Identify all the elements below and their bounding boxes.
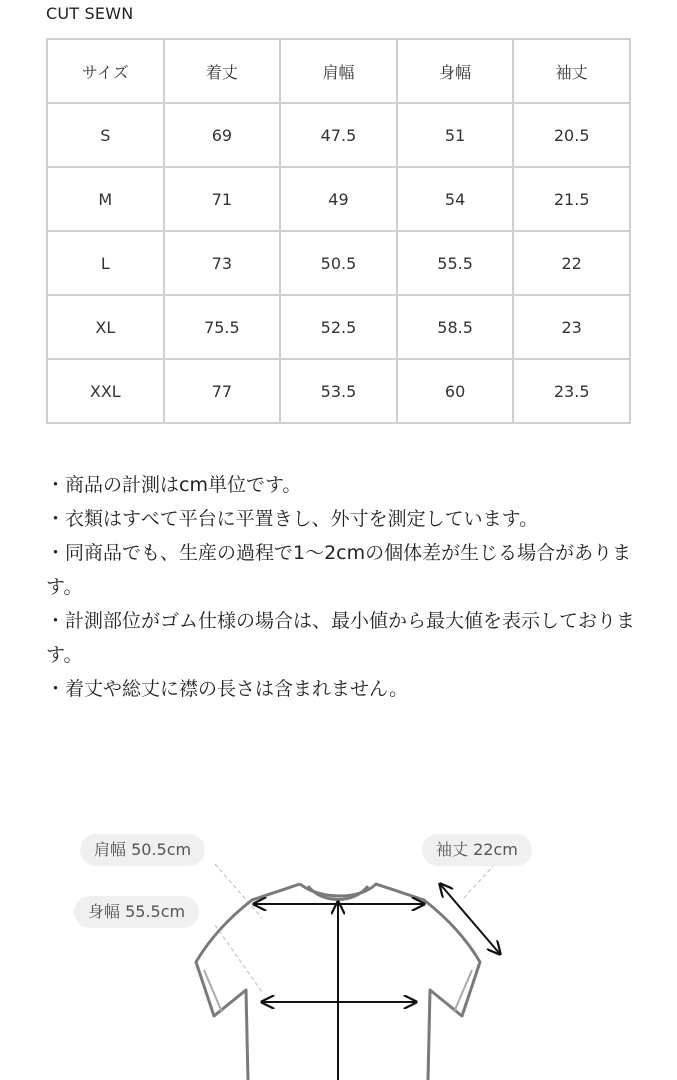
- table-cell: 51: [397, 103, 514, 167]
- note-item: ・衣類はすべて平台に平置きし、外寸を測定しています。: [46, 508, 539, 530]
- body-width-label: 身幅 55.5cm: [74, 896, 199, 928]
- table-cell: S: [47, 103, 164, 167]
- table-cell: 55.5: [397, 231, 514, 295]
- note-item: ・商品の計測はcm単位です。: [46, 474, 302, 496]
- table-cell: 77: [164, 359, 281, 423]
- table-cell: 75.5: [164, 295, 281, 359]
- table-cell: 47.5: [280, 103, 397, 167]
- note-item: ・同商品でも、生産の過程で1〜2cmの個体差が生じる場合があります。: [46, 542, 632, 598]
- table-cell: 73: [164, 231, 281, 295]
- table-cell: 49: [280, 167, 397, 231]
- table-row: [47, 231, 630, 295]
- table-cell: M: [47, 167, 164, 231]
- header-cell: 身幅: [397, 39, 514, 103]
- table-header-row: [47, 39, 630, 103]
- size-table: [46, 38, 631, 424]
- table-cell: 52.5: [280, 295, 397, 359]
- note-item: ・着丈や総丈に襟の長さは含まれません。: [46, 678, 409, 700]
- table-cell: XL: [47, 295, 164, 359]
- table-row: [47, 103, 630, 167]
- table-row: [47, 359, 630, 423]
- sleeve-leader-line: [462, 864, 495, 900]
- table-cell: 23: [513, 295, 630, 359]
- shoulder-width-label: 肩幅 50.5cm: [80, 834, 205, 866]
- table-cell: 50.5: [280, 231, 397, 295]
- header-cell: 着丈: [164, 39, 281, 103]
- table-cell: 54: [397, 167, 514, 231]
- sleeve-length-arrow: [440, 884, 500, 954]
- table-cell: 69: [164, 103, 281, 167]
- measurement-notes: [46, 468, 646, 706]
- table-cell: 23.5: [513, 359, 630, 423]
- table-row: [47, 295, 630, 359]
- table-cell: 20.5: [513, 103, 630, 167]
- body-width-leader-line: [215, 925, 262, 992]
- table-cell: L: [47, 231, 164, 295]
- header-cell: 袖丈: [513, 39, 630, 103]
- table-cell: 22: [513, 231, 630, 295]
- table-cell: 58.5: [397, 295, 514, 359]
- header-cell: 肩幅: [280, 39, 397, 103]
- table-cell: 60: [397, 359, 514, 423]
- sleeve-length-label: 袖丈 22cm: [422, 834, 532, 866]
- table-row: [47, 167, 630, 231]
- note-item: ・計測部位がゴム仕様の場合は、最小値から最大値を表示しております。: [46, 610, 636, 666]
- table-cell: XXL: [47, 359, 164, 423]
- table-cell: 53.5: [280, 359, 397, 423]
- header-cell: サイズ: [47, 39, 164, 103]
- table-cell: 71: [164, 167, 281, 231]
- table-cell: 21.5: [513, 167, 630, 231]
- section-title: CUT SEWN: [46, 4, 134, 23]
